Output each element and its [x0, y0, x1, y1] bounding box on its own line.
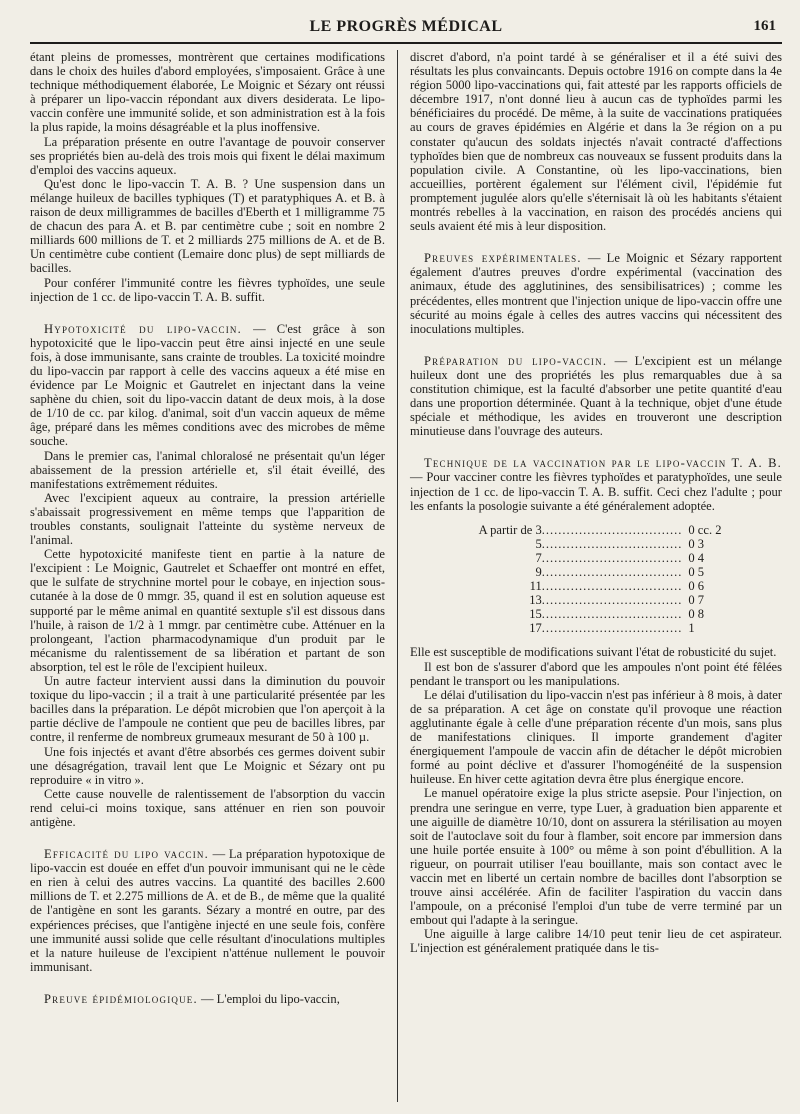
dosage-age: 13	[529, 593, 542, 608]
section-gap	[410, 336, 782, 354]
dosage-dose: 0 4	[688, 550, 705, 565]
section-text: — C'est grâce à son hypotoxicité que le lipo-vaccin peut être ainsi injecté en une seule fois, à dose immunisante, sans crainte de troubles. La toxicité moindre du lipo-vaccin par rapport à celle des vaccins aqueux a été mise en évidence par Le Moignic et Gautrelet en injectant dans la veine saphène du chien, soit du lipo-vaccin datant de deux mois, à la dose de 1/10 de cc. par kilog. d'animal, soit d'un vaccin aqueux de même âge, préparé dans les mêmes conditions avec des microbes de même souche.	[30, 321, 385, 449]
dosage-age: 9	[535, 565, 542, 579]
paragraph: Pour conférer l'immunité contre les fièvres typhoïdes, une seule injection de 1 cc. de lipo-vaccin T. A. B. suffit.	[30, 275, 385, 304]
section-heading: Hypotoxicité du lipo-vaccin.	[44, 321, 242, 336]
section-heading: Preuves expérimentales.	[424, 251, 582, 266]
right-column	[410, 50, 782, 1102]
dot-leader: ..................................	[541, 607, 683, 622]
header-rule	[30, 42, 782, 44]
running-header	[30, 18, 782, 44]
section-text: — Le Moignic et Sézary rapportent également d'autres preuves d'ordre expérimental (vaccination des animaux, étude des agglutinines, des sensibilisatrices) ; comme les précédentes, elles montrent que l'injection unique de lipo-vaccin offre une sécurité au moins égale à celles des autres vaccins qui nécessitent des inoculations multiples.	[410, 251, 782, 336]
section-heading: Technique de la vaccination par le lipo-vaccin T. A. B.	[424, 456, 782, 471]
dot-leader: ..................................	[541, 579, 683, 594]
dosage-row	[466, 565, 728, 579]
dosage-age: A partir de 3	[478, 522, 542, 537]
dosage-dose: 1	[688, 621, 695, 636]
page-number: 161	[753, 18, 776, 34]
paragraph: Cette hypotoxicité manifeste tient en partie à la nature de l'excipient : Le Moignic, Gautrelet et Schaeffer ont montré en effet, que le sulfate de strychnine mortel pour le cobaye, en injection sous-cutanée à la dose de 0 mmgr. 35, quand il est en solution aqueuse est supporté par le même animal en quantité sextuple s'il est dissous dans l'huile, à raison de 1/2 à 1 mmgr. par centimètre cube. Atténuer en la prolongeant, l'action pharmacodynamique d'un produit par le mécanisme du ralentissement de sa libération et partant de son absorption, tel est le rôle de l'excipient huileux.	[30, 547, 385, 674]
journal-title: LE PROGRÈS MÉDICAL	[309, 18, 503, 35]
section-text: — La préparation hypotoxique de lipo-vaccin est douée en effet d'un pouvoir immunisant qui ne le cède en rien à celui des autres vaccins. La quantité des bacilles 2.600 millions de T. et 2.275 millions de A. et de B., de même que la qualité de l'antigène en sont les garants. Sézary a montré en outre, par des expériences précises, que l'antigène injecté en une seule fois, confère une immunité aussi solide que celle résultant d'inoculations multiples et la nature huileuse de l'excipient n'atténue nullement le pouvoir immunisant.	[30, 847, 385, 974]
dosage-row	[466, 621, 728, 635]
paragraph: Elle est susceptible de modifications suivant l'état de robusticité du sujet.	[410, 645, 777, 660]
dosage-row	[466, 551, 728, 565]
dot-leader: ..................................	[541, 621, 683, 636]
section-gap	[410, 438, 782, 456]
paragraph: La préparation présente en outre l'avantage de pouvoir conserver ses propriétés bien au-delà des trois mois qui fixent le délai maximum d'emploi des vaccins aqueux.	[30, 134, 385, 177]
dot-leader: ..................................	[541, 536, 683, 551]
dosage-dose: 0 6	[688, 579, 705, 594]
column-divider	[397, 50, 398, 1102]
section-heading: Preuve épidémiologique.	[44, 991, 198, 1006]
dot-leader: ..................................	[541, 593, 683, 608]
paragraph: Dans le premier cas, l'animal chloralosé ne présentait qu'un léger abaissement de la pression artérielle et, s'il était éveillé, des manifestations extrêmement réduites.	[30, 448, 385, 491]
dosage-dose: 0 8	[688, 607, 705, 622]
dosage-row	[466, 607, 728, 621]
dot-leader: ..................................	[541, 550, 683, 565]
section-heading: Efficacité du lipo vaccin.	[44, 847, 209, 862]
paragraph: Avec l'excipient aqueux au contraire, la pression artérielle s'abaissait progressivement en même temps que l'apparition de troubles constants, soulignait l'atteinte du système nerveux de l'animal.	[30, 490, 385, 548]
dosage-dose: 0 5	[688, 565, 705, 579]
dosage-age: 17	[529, 621, 542, 636]
section-gap	[30, 304, 385, 322]
section-preuves-experimentales	[410, 251, 782, 336]
paragraph: discret d'abord, n'a point tardé à se généraliser et il a été suivi des résultats les plus convaincants. Depuis octobre 1916 on compte dans la 4e région 5000 lipo-vaccinations qui, fait attesté par les rapports officiels de décembre 1917, n'ont donné lieu à aucun cas de typhoïdes parmi les bénéficiaires du procédé. De même, à la suite de vaccinations pratiquées au cours de graves épidémies en Algérie et dans la 3e région on a pu constater qu'aucun des soldats injectés n'avait contracté d'affections typhoïdes bien que de nombreux cas nouveaux se fussent produits dans la population civile. A Constantine, où les lipo-vaccinations, bien accueillies, portèrent également sur l'élément civil, l'épidémie fut promptement jugulée alors qu'elle s'éternisait là où les habitants s'étaient montrés rebelles à la vaccination, en raison des procédés anciens qui seuls avaient été mis à leur disposition.	[410, 50, 782, 234]
dosage-row	[466, 593, 728, 607]
section-gap	[30, 974, 385, 992]
section-text: — Pour vacciner contre les fièvres typhoïdes et paratyphoïdes, une seule injection de 1 cc. de lipo-vaccin T. A. B. suffit. Ceci chez l'adulte ; pour les enfants la posologie suivante a été généralement adoptée.	[410, 470, 782, 513]
dosage-age: 5	[535, 536, 542, 551]
section-technique	[410, 456, 782, 512]
dosage-age: 7	[535, 550, 542, 565]
paragraph: Qu'est donc le lipo-vaccin T. A. B. ? Une suspension dans un mélange huileux de bacilles typhiques (T) et paratyphiques A. et B. à raison de deux milligrammes de bacilles d'Eberth et 1 milligramme 75 de chacun des para A. et B. par centimètre cube ; soit en nombre 2 milliards 600 millions de T. et 2 milliards 275 millions de A. et de B. Un centimètre cube contient (Lemaire donc plus) de sept milliards de bacilles.	[30, 176, 385, 276]
dosage-table	[466, 523, 728, 636]
section-hypotoxicite	[30, 322, 385, 449]
section-preuve-epidemiologique	[30, 992, 385, 1006]
section-text: — L'emploi du lipo-vaccin,	[197, 991, 340, 1006]
section-preparation	[410, 354, 782, 439]
section-gap	[30, 829, 385, 847]
dosage-age: 11	[529, 579, 542, 594]
section-gap	[410, 233, 782, 251]
dot-leader: ..................................	[541, 522, 683, 537]
left-column	[30, 50, 385, 1102]
dosage-row	[466, 579, 728, 593]
dosage-dose: 0 3	[688, 536, 705, 551]
paragraph: Le délai d'utilisation du lipo-vaccin n'est pas inférieur à 8 mois, à dater de sa préparation. A cet âge on constate qu'il provoque une réaction agglutinante égale à celle d'une préparation récente d'un mois, sans plus de manifestations cliniques. Il importe grandement d'agiter énergiquement l'ampoule de vaccin afin de détacher le dépôt microbien formé au point déclive et d'assurer l'homogénéité de la suspension huileuse. En hiver cette agitation devra être plus énergique encore.	[410, 687, 782, 787]
dosage-row	[466, 537, 728, 551]
paragraph: Une aiguille à large calibre 14/10 peut tenir lieu de cet aspirateur. L'injection est généralement pratiquée dans le tis-	[410, 927, 782, 956]
section-text: — L'excipient est un mélange huileux dont une des propriétés les plus remarquables due à sa constitution chimique, est la faculté d'absorber une petite quantité d'eau dans une proportion déterminée. Quant à la technique, objet d'une étude spéciale et méthodique, les avides en trouveront une description minutieuse dans l'ouvrage des auteurs.	[410, 353, 783, 439]
paragraph: Le manuel opératoire exige la plus stricte asepsie. Pour l'injection, on prendra une seringue en verre, type Luer, à graduation bien apparente et une aiguille de diamètre 10/10, dont on assurera la stérilisation au moyen soit de l'autoclave soit du four à flamber, soit encore par immersion dans une huile portée ensuite à 100° ou même à son point d'ébullition. A la rigueur, on pourrait utiliser l'eau bouillante, mais son contact avec le vaccin met en liberté un certain nombre de bacilles dont l'absorption se trouve ainsi accélérée. Afin de faciliter l'aspiration du vaccin dans l'ampoule, on a préconisé l'emploi d'un tube de verre terminé par un embout qui l'adapte à la seringue.	[410, 786, 782, 928]
dosage-dose: 0 7	[688, 593, 705, 608]
paragraph: Cette cause nouvelle de ralentissement de l'absorption du vaccin rend celui-ci moins toxique, sans atténuer en rien son pouvoir antigène.	[30, 786, 385, 829]
dosage-dose: 0 cc. 2	[688, 522, 722, 537]
paragraph: Il est bon de s'assurer d'abord que les ampoules n'ont point été fêlées pendant le transport ou les manipulations.	[410, 659, 782, 688]
paragraph: Un autre facteur intervient aussi dans la diminution du pouvoir toxique du lipo-vaccin ; il a trait à une particularité présentée par les bacilles dans la préparation. Le dépôt microbien que l'on aperçoit à la partie déclive de l'ampoule ne contient que peu de bacilles libres, par contre, il renferme de nombreux grumeaux mesurant de 50 à 100 µ.	[30, 674, 385, 745]
paragraph: étant pleins de promesses, montrèrent que certaines modifications dans le choix des huiles d'abord employées, s'imposaient. Grâce à une technique méthodiquement élaborée, Le Moignic et Sézary ont réussi à préparer un lipo-vaccin répondant aux divers desiderata. Le lipo-vaccin confère une immunité solide, et son administration est à la fois la plus rapide, la moins désagréable et la plus inoffensive.	[30, 50, 385, 135]
dosage-row	[466, 523, 728, 537]
section-efficacite	[30, 847, 385, 974]
dot-leader: ..................................	[541, 565, 683, 579]
section-heading: Préparation du lipo-vaccin.	[424, 353, 608, 368]
dosage-age: 15	[529, 607, 542, 622]
paragraph: Une fois injectés et avant d'être absorbés ces germes doivent subir une désagrégation, travail lent que Le Moignic et Sézary ont pu reproduire « in vitro ».	[30, 744, 385, 787]
